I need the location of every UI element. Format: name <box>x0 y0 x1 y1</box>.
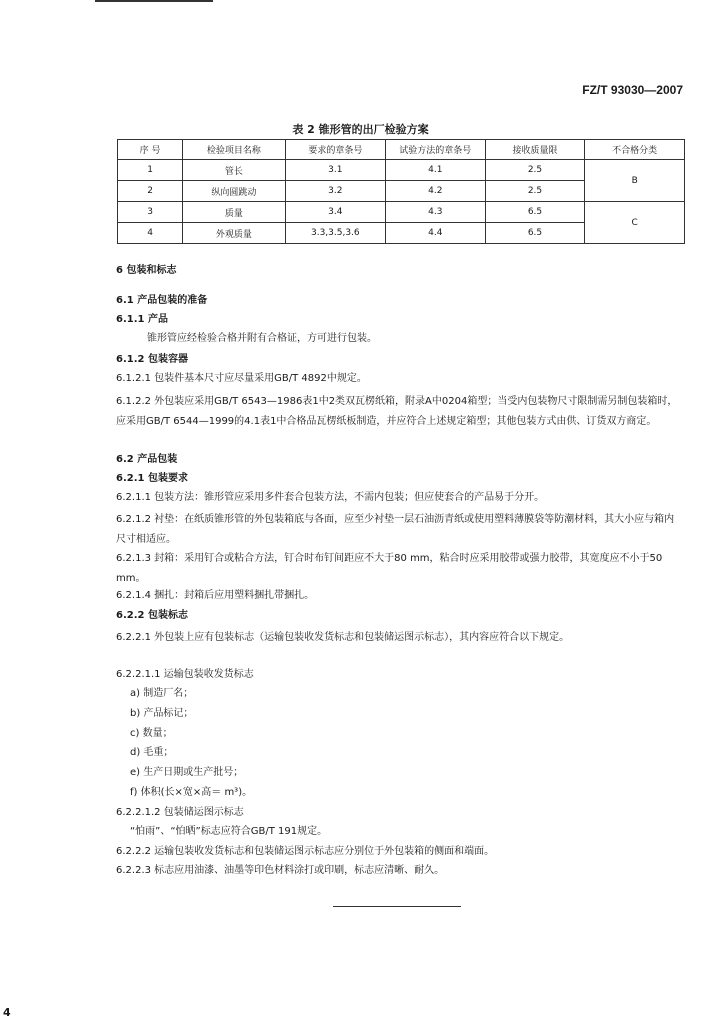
cell-method: 4.4 <box>385 223 485 244</box>
cell-req: 3.1 <box>285 160 385 181</box>
list-item: d) 毛重； <box>130 747 174 758</box>
section-6-1-2-heading: 6.1.2 包装容器 <box>116 354 188 365</box>
cell-aql: 2.5 <box>485 181 585 202</box>
table-row <box>118 202 685 223</box>
paragraph-6-2-2-1-1: 6.2.2.1.1 运输包装收发货标志 <box>116 669 254 680</box>
list-item: c) 数量； <box>130 728 173 739</box>
top-rule <box>95 0 213 2</box>
paragraph-6-2-2-3: 6.2.2.3 标志应用油漆、油墨等印色材料涂打或印刷，标志应清晰、耐久。 <box>116 865 445 876</box>
cell-item: 管长 <box>183 160 286 181</box>
col-header: 要求的章条号 <box>285 140 385 160</box>
cell-class-c: C <box>585 202 685 244</box>
inspection-table <box>117 139 685 244</box>
cell-class-b: B <box>585 160 685 202</box>
paragraph-6-1-1: 锥形管应经检验合格并附有合格证，方可进行包装。 <box>147 333 377 344</box>
col-header: 接收质量限 <box>485 140 585 160</box>
col-header: 检验项目名称 <box>183 140 286 160</box>
paragraph-6-2-1-4: 6.2.1.4 捆扎：封箱后应用塑料捆扎带捆扎。 <box>116 590 315 601</box>
col-header: 序 号 <box>118 140 183 160</box>
section-6-heading: 6 包装和标志 <box>116 265 177 276</box>
paragraph-6-2-2-2: 6.2.2.2 运输包装收发货标志和包装储运图示标志应分别位于外包装箱的侧面和端面。 <box>116 846 495 857</box>
list-item: b) 产品标记； <box>130 708 194 719</box>
section-6-2-heading: 6.2 产品包装 <box>116 454 178 465</box>
paragraph-6-2-2-1-2-body: “怕雨”、“怕晒”标志应符合GB/T 191规定。 <box>130 826 328 837</box>
section-6-1-1-heading: 6.1.1 产品 <box>116 314 168 325</box>
paragraph-6-1-2-1: 6.1.2.1 包装件基本尺寸应尽量采用GB/T 4892中规定。 <box>116 373 367 384</box>
standard-number: FZ/T 93030—2007 <box>582 83 683 97</box>
paragraph-6-2-1-3: 6.2.1.3 封箱：采用钉合或粘合方法，钉合时布钉间距应不大于80 mm，粘合时应采用胶带或强力胶带，其宽度应不小于50 mm。 <box>116 553 663 584</box>
table-row <box>118 160 685 181</box>
cell-method: 4.2 <box>385 181 485 202</box>
paragraph-6-1-2-2: 6.1.2.2 外包装应采用GB/T 6543—1986表1中2类双瓦楞纸箱，附录A中0204箱型；当受内包装物尺寸限制需另制包装箱时，应采用GB/T 6544—1999的4.1表1中合格品瓦楞纸板制造，并应符合上述规定箱型；其他包装方式由供、订货双方商定。 <box>116 396 678 427</box>
page-number: 4 <box>3 1006 11 1019</box>
section-6-2-1-heading: 6.2.1 包装要求 <box>116 473 188 484</box>
paragraph-6-2-2-1: 6.2.2.1 外包装上应有包装标志（运输包装收发货标志和包装储运图示标志），其内容应符合以下规定。 <box>116 632 570 643</box>
cell-req: 3.4 <box>285 202 385 223</box>
table-caption: 表 2 锥形管的出厂检验方案 <box>292 123 429 136</box>
section-6-2-2-heading: 6.2.2 包装标志 <box>116 610 188 621</box>
cell-item: 外观质量 <box>183 223 286 244</box>
cell-aql: 6.5 <box>485 223 585 244</box>
cell-item: 质量 <box>183 202 286 223</box>
paragraph-6-2-1-2: 6.2.1.2 衬垫：在纸质锥形管的外包装箱底与各面，应至少衬垫一层石油沥青纸或使用塑料薄膜袋等防潮材料，其大小应与箱内尺寸相适应。 <box>116 514 675 545</box>
list-item: a) 制造厂名； <box>130 688 194 699</box>
cell-item: 纵向圆跳动 <box>183 181 286 202</box>
paragraph-6-2-1-1: 6.2.1.1 包装方法：锥形管应采用多件套合包装方法，不需内包装；但应使套合的产品易于分开。 <box>116 492 545 503</box>
cell-no: 1 <box>118 160 183 181</box>
end-rule <box>333 906 461 907</box>
paragraph-6-2-2-1-2: 6.2.2.1.2 包装储运图示标志 <box>116 807 244 818</box>
cell-no: 2 <box>118 181 183 202</box>
list-item: f) 体积(长×宽×高＝ m³)。 <box>130 787 253 798</box>
cell-req: 3.2 <box>285 181 385 202</box>
cell-no: 4 <box>118 223 183 244</box>
cell-no: 3 <box>118 202 183 223</box>
cell-req: 3.3,3.5,3.6 <box>285 223 385 244</box>
col-header: 不合格分类 <box>585 140 685 160</box>
cell-aql: 6.5 <box>485 202 585 223</box>
cell-method: 4.1 <box>385 160 485 181</box>
cell-method: 4.3 <box>385 202 485 223</box>
cell-aql: 2.5 <box>485 160 585 181</box>
table-header-row <box>118 140 685 160</box>
list-item: e) 生产日期或生产批号； <box>130 767 244 778</box>
section-6-1-heading: 6.1 产品包装的准备 <box>116 295 208 306</box>
col-header: 试验方法的章条号 <box>385 140 485 160</box>
